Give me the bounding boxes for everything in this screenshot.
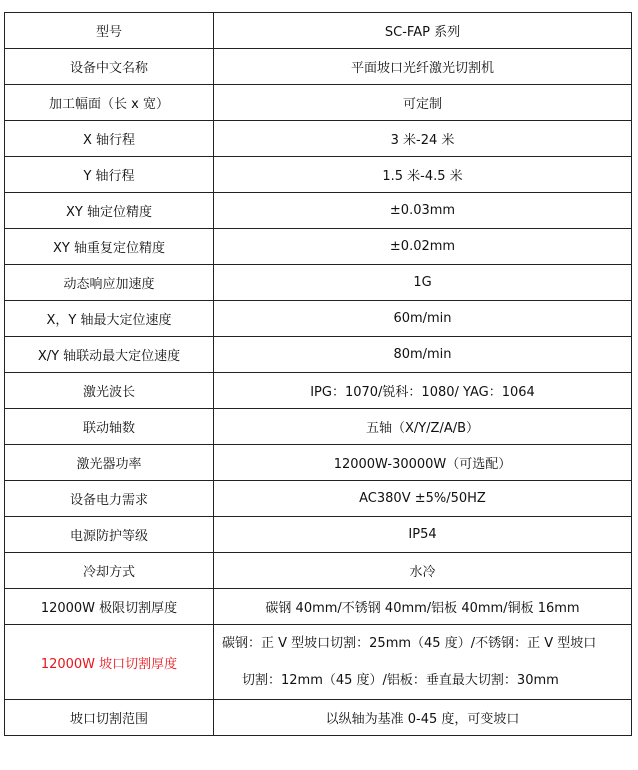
row-label: 冷却方式 [5, 553, 214, 589]
row-value: SC-FAP 系列 [214, 13, 632, 49]
row-value: 五轴（X/Y/Z/A/B） [214, 409, 632, 445]
table-row [5, 301, 632, 337]
table-row [5, 13, 632, 49]
row-value: 3 米-24 米 [214, 121, 632, 157]
row-label: 电源防护等级 [5, 517, 214, 553]
table-row [5, 121, 632, 157]
table-row [5, 229, 632, 265]
row-value: 碳钢 40mm/不锈钢 40mm/铝板 40mm/铜板 16mm [214, 589, 632, 625]
table-row [5, 373, 632, 409]
row-value: 1G [214, 265, 632, 301]
table-row [5, 517, 632, 553]
bevel-row-value [214, 625, 632, 700]
row-value: IPG：1070/锐科：1080/ YAG：1064 [214, 373, 632, 409]
row-label: 激光波长 [5, 373, 214, 409]
row-value: ±0.03mm [214, 193, 632, 229]
row-value: 水冷 [214, 553, 632, 589]
table-row [5, 49, 632, 85]
table-row [5, 589, 632, 625]
row-value: 80m/min [214, 337, 632, 373]
row-label: 联动轴数 [5, 409, 214, 445]
row-label: 型号 [5, 13, 214, 49]
table-row [5, 445, 632, 481]
row-value: 12000W-30000W（可选配） [214, 445, 632, 481]
table-row [5, 409, 632, 445]
row-label: XY 轴定位精度 [5, 193, 214, 229]
bevel-line-1: 碳钢：正 V 型坡口切割：25mm（45 度）/不锈钢：正 V 型坡口 [222, 636, 597, 651]
row-label: X 轴行程 [5, 121, 214, 157]
table-row [5, 337, 632, 373]
row-label: 加工幅面（长 x 宽） [5, 85, 214, 121]
row-value: 以纵轴为基准 0-45 度，可变坡口 [214, 700, 632, 736]
table-row [5, 553, 632, 589]
row-value: AC380V ±5%/50HZ [214, 481, 632, 517]
spec-table [4, 12, 632, 736]
bevel-row-label: 12000W 坡口切割厚度 [5, 625, 214, 700]
table-row [5, 85, 632, 121]
table-row [5, 265, 632, 301]
row-value: 平面坡口光纤激光切割机 [214, 49, 632, 85]
row-label: XY 轴重复定位精度 [5, 229, 214, 265]
row-label: X/Y 轴联动最大定位速度 [5, 337, 214, 373]
row-label: 激光器功率 [5, 445, 214, 481]
row-value: IP54 [214, 517, 632, 553]
row-value: ±0.02mm [214, 229, 632, 265]
row-value: 可定制 [214, 85, 632, 121]
row-label: 12000W 极限切割厚度 [5, 589, 214, 625]
table-row [5, 193, 632, 229]
row-label: X，Y 轴最大定位速度 [5, 301, 214, 337]
row-label: 设备中文名称 [5, 49, 214, 85]
row-label: 坡口切割范围 [5, 700, 214, 736]
row-label: Y 轴行程 [5, 157, 214, 193]
table-row [5, 157, 632, 193]
bevel-line-2: 切割：12mm（45 度）/铝板：垂直最大切割：30mm [242, 673, 559, 688]
table-row [5, 700, 632, 736]
table-row-bevel [5, 625, 632, 700]
row-label: 动态响应加速度 [5, 265, 214, 301]
row-label: 设备电力需求 [5, 481, 214, 517]
row-value: 60m/min [214, 301, 632, 337]
table-row [5, 481, 632, 517]
row-value: 1.5 米-4.5 米 [214, 157, 632, 193]
